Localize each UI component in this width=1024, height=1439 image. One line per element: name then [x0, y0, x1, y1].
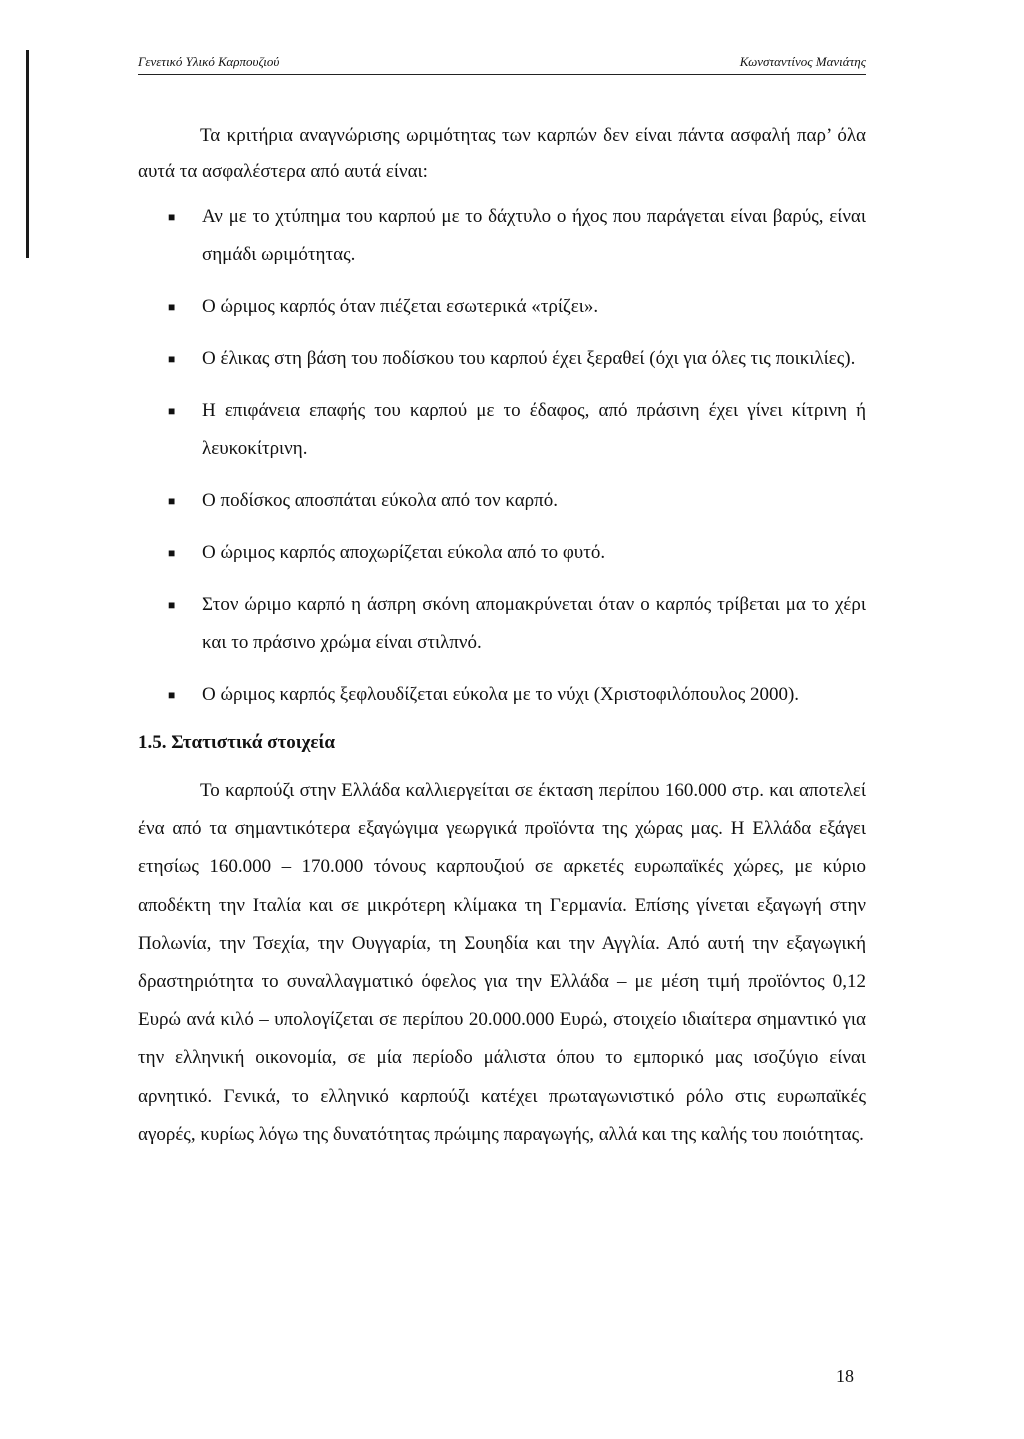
bullet-icon: ■: [168, 598, 176, 612]
list-item: ■ Ο έλικας στη βάση του ποδίσκου του καρπού έχει ξεραθεί (όχι για όλες τις ποικιλίες).: [138, 340, 866, 378]
list-item: ■ Αν με το χτύπημα του καρπού με το δάχτυλο ο ήχος που παράγεται είναι βαρύς, είναι σημάδι ωριμότητας.: [138, 198, 866, 274]
bullet-icon: ■: [168, 546, 176, 560]
list-item: ■ Η επιφάνεια επαφής του καρπού με το έδαφος, από πράσινη έχει γίνει κίτρινη ή λευκοκίτρινη.: [138, 392, 866, 468]
section-heading: 1.5. Στατιστικά στοιχεία: [138, 732, 335, 753]
bullet-icon: ■: [168, 352, 176, 366]
bullet-icon: ■: [168, 688, 176, 702]
intro-paragraph: Τα κριτήρια αναγνώρισης ωριμότητας των καρπών δεν είναι πάντα ασφαλή παρ’ όλα αυτά τα ασφαλέστερα από αυτά είναι:: [138, 125, 866, 182]
bullet-icon: ■: [168, 210, 176, 224]
header-title: Γενετικό Υλικό Καρπουζιού: [138, 54, 280, 69]
page-number: 18: [836, 1366, 854, 1386]
list-item: ■ Στον ώριμο καρπό η άσπρη σκόνη απομακρύνεται όταν ο καρπός τρίβεται μα το χέρι και το πράσινο χρώμα είναι στιλπνό.: [138, 586, 866, 662]
list-item: ■ Ο ώριμος καρπός αποχωρίζεται εύκολα από το φυτό.: [138, 534, 866, 572]
page-header: [138, 52, 866, 75]
margin-bar: [26, 50, 29, 258]
bullet-icon: ■: [168, 404, 176, 418]
list-item: ■ Ο ώριμος καρπός ξεφλουδίζεται εύκολα με το νύχι (Χριστοφιλόπουλος 2000).: [138, 676, 866, 714]
list-item: ■ Ο ώριμος καρπός όταν πιέζεται εσωτερικά «τρίζει».: [138, 288, 866, 326]
statistics-paragraph: Το καρπούζι στην Ελλάδα καλλιεργείται σε έκταση περίπου 160.000 στρ. και αποτελεί ένα από τα σημαντικότερα εξαγώγιμα γεωργικά προϊόντα της χώρας μας. Η Ελλάδα εξάγει ετησίως 160.000 – 170.000 τόνους καρπουζιού σε αρκετές ευρωπαϊκές χώρες, με κύριο αποδέκτη την Ιταλία και σε μικρότερη κλίμακα τη Γερμανία. Επίσης γίνεται εξαγωγή στην Πολωνία, την Τσεχία, την Ουγγαρία, τη Σουηδία και την Αγγλία. Από αυτή την εξαγωγική δραστηριότητα το συναλλαγματικό όφελος για την Ελλάδα – με μέση τιμή προϊόντος 0,12 Ευρώ ανά κιλό – υπολογίζεται σε περίπου 20.000.000 Ευρώ, στοιχείο ιδιαίτερα σημαντικό για την ελληνική οικονομία, σε μία περίοδο μάλιστα όπου το εμπορικό μας ισοζύγιο είναι αρνητικό. Γενικά, το ελληνικό καρπούζι κατέχει πρωταγωνιστικό ρόλο στις ευρωπαϊκές αγορές, κυρίως λόγω της δυνατότητας πρώιμης παραγωγής, αλλά και της καλής του ποιότητας.: [138, 780, 866, 1145]
page-content: [138, 118, 866, 1154]
list-item: ■ Ο ποδίσκος αποσπάται εύκολα από τον καρπό.: [138, 482, 866, 520]
ripeness-criteria-list: [138, 198, 866, 714]
bullet-icon: ■: [168, 300, 176, 314]
header-author: Κωνσταντίνος Μανιάτης: [739, 54, 866, 69]
bullet-icon: ■: [168, 494, 176, 508]
